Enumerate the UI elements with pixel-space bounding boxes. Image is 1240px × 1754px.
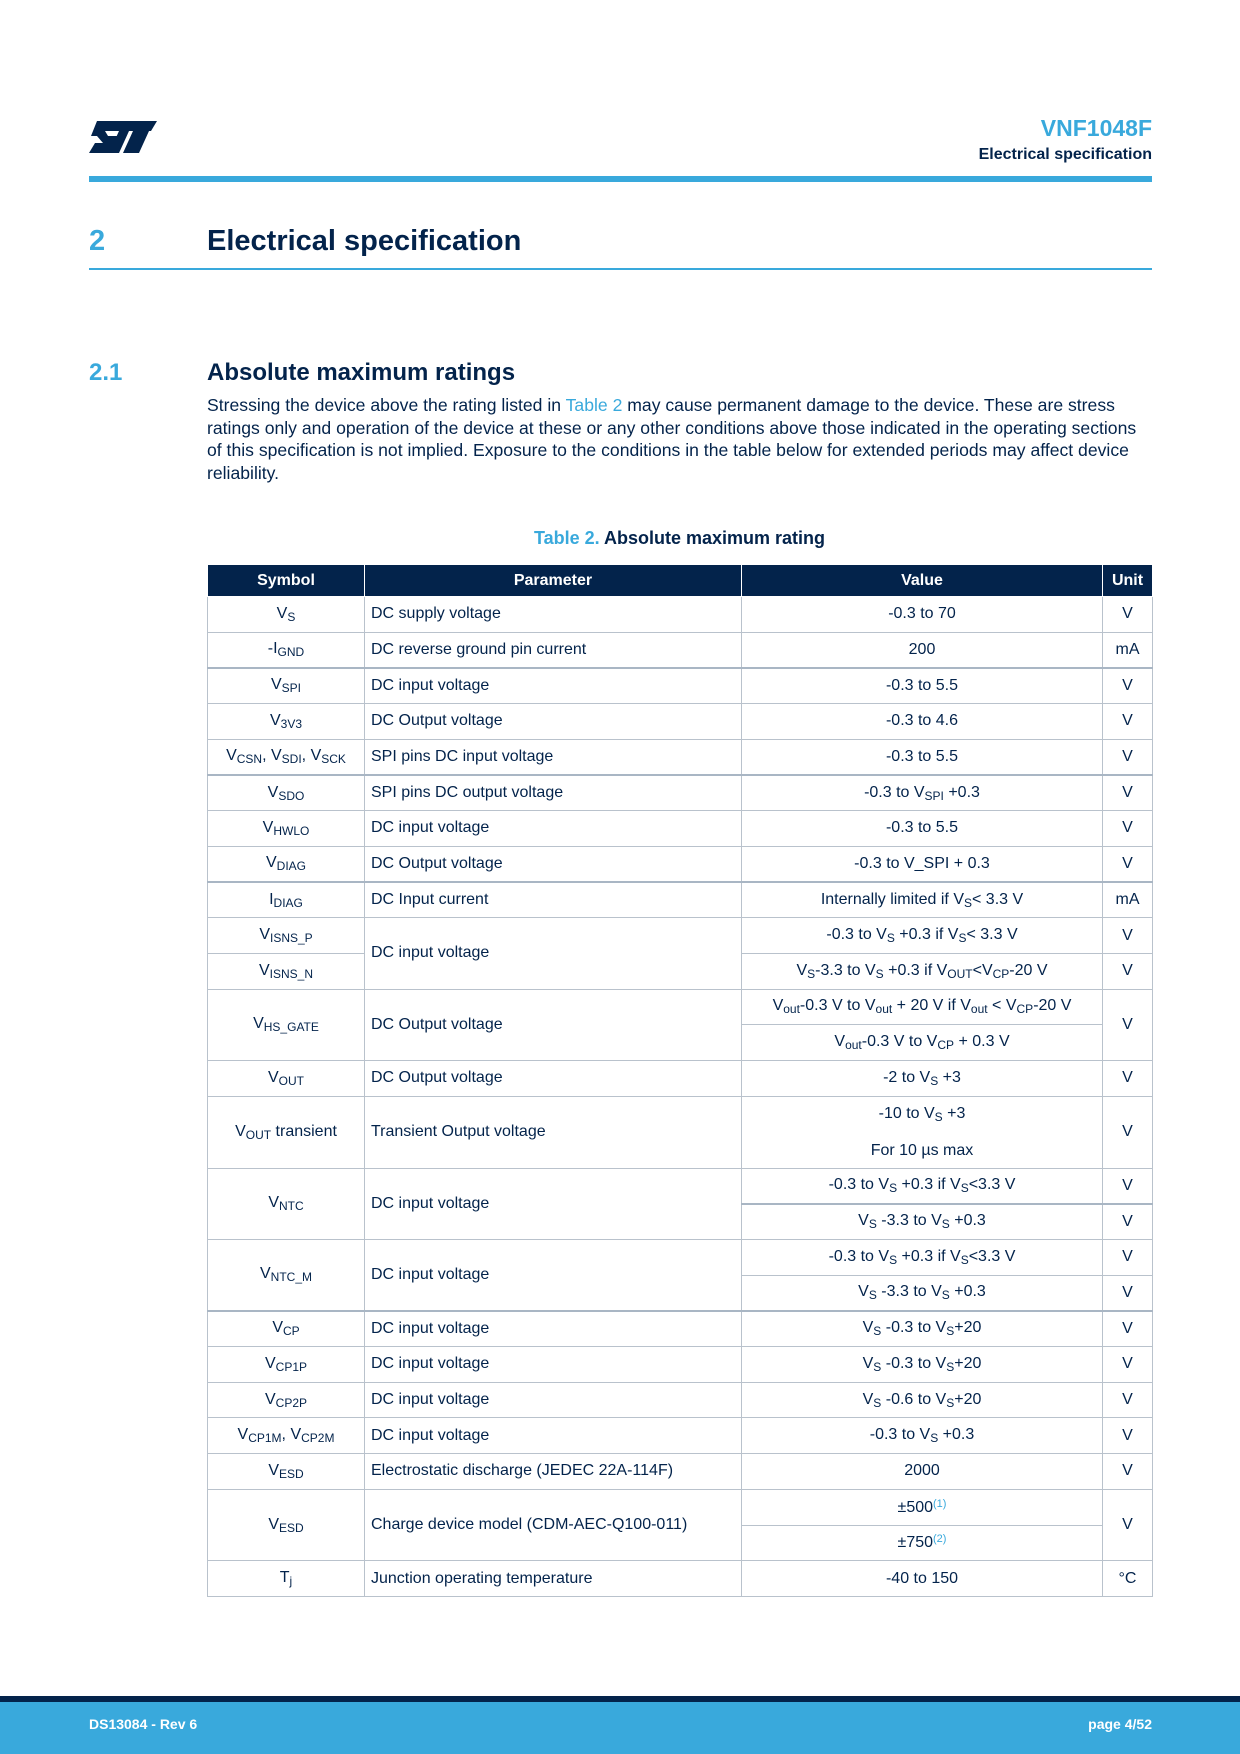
row-symbol: $V_{ESD}$: [208, 1454, 365, 1490]
row-unit: V: [1103, 1060, 1153, 1096]
row-value: -0.3 to $V_S +0.3$ if $V_S< 3.3$ V: [742, 918, 1103, 954]
table-row: [208, 1240, 1153, 1276]
table-row: [208, 704, 1153, 740]
row-symbol: $V_{CP}$: [208, 1311, 365, 1347]
row-symbol: $-I_{GND}$: [208, 632, 365, 668]
row-value: [742, 1096, 1103, 1168]
table-row: [208, 1311, 1153, 1347]
row-parameter: DC input voltage: [365, 1168, 742, 1239]
row-parameter: SPI pins DC input voltage: [365, 739, 742, 775]
page-footer: [0, 1696, 1240, 1754]
row-parameter: DC input voltage: [365, 1382, 742, 1418]
footer-page-number: page 4/52: [1088, 1716, 1152, 1732]
row-value: -0.3 to 70: [742, 597, 1103, 633]
table-header-row: [208, 565, 1153, 597]
row-value: $V_S$ -3.3 to $V_S +0.3$: [742, 1204, 1103, 1240]
row-value: ±750$^{(2)}$: [742, 1525, 1103, 1561]
row-value: Internally limited if $V_S< 3.3$ V: [742, 882, 1103, 918]
table-row: [208, 1168, 1153, 1204]
row-parameter: DC Input current: [365, 882, 742, 918]
table-caption: [207, 528, 1152, 549]
table-row: [208, 775, 1153, 811]
row-symbol: $V_S$: [208, 597, 365, 633]
row-symbol: $V_{ESD}$: [208, 1489, 365, 1560]
row-value: $V_S$ -3.3 to $V_S +0.3$: [742, 1275, 1103, 1311]
row-unit: V: [1103, 1418, 1153, 1454]
row-value: -0.3 to 4.6: [742, 704, 1103, 740]
table-2-link[interactable]: Table 2: [565, 395, 623, 415]
table-row: [208, 918, 1153, 954]
row-unit: V: [1103, 1454, 1153, 1490]
row-value: -0.3 to 5.5: [742, 811, 1103, 847]
row-unit: mA: [1103, 632, 1153, 668]
table-row: [208, 1347, 1153, 1383]
row-parameter: Electrostatic discharge (JEDEC 22A-114F): [365, 1454, 742, 1490]
value-line: For 10 µs max: [870, 1141, 974, 1159]
row-symbol: $V_{SPI}$: [208, 668, 365, 704]
row-symbol: $V_{3V3}$: [208, 704, 365, 740]
row-symbol: $V_{SDO}$: [208, 775, 365, 811]
header-parameter: Parameter: [365, 565, 742, 597]
row-value: -0.3 to $V_S +0.3$ if $V_S<3.3$ V: [742, 1168, 1103, 1204]
row-value: -0.3 to $V_S +0.3$: [742, 1418, 1103, 1454]
header-symbol: Symbol: [208, 565, 365, 597]
document-title: VNF1048F: [1040, 115, 1152, 141]
row-unit: V: [1103, 739, 1153, 775]
row-parameter: DC input voltage: [365, 668, 742, 704]
row-parameter: DC supply voltage: [365, 597, 742, 633]
row-value: -40 to 150: [742, 1561, 1103, 1597]
row-unit: V: [1103, 704, 1153, 740]
row-unit: V: [1103, 1347, 1153, 1383]
row-parameter: DC Output voltage: [365, 704, 742, 740]
table-row: [208, 668, 1153, 704]
row-symbol: $V_{OUT}$ transient: [208, 1096, 365, 1168]
row-symbol: $V_{DIAG}$: [208, 846, 365, 882]
row-parameter: DC input voltage: [365, 1347, 742, 1383]
row-value: -0.3 to 5.5: [742, 739, 1103, 775]
row-unit: V: [1103, 1204, 1153, 1240]
row-value: $V_S-3.3$ to $V_S +0.3$ if $V_{OUT}<V_{CP}-20$ V: [742, 953, 1103, 989]
row-symbol: $V_{NTC\_M}$: [208, 1240, 365, 1311]
row-parameter: DC Output voltage: [365, 846, 742, 882]
table-row: [208, 989, 1153, 1025]
row-value: -0.3 to 5.5: [742, 668, 1103, 704]
row-symbol: $V_{NTC}$: [208, 1168, 365, 1239]
header-unit: Unit: [1103, 565, 1153, 597]
table-caption-title: Absolute maximum rating: [604, 528, 826, 548]
row-value: $V_{out}-0.3$ V to $V_{out} + 20$ V if $V_{out} < V_{CP}-20$ V: [742, 989, 1103, 1025]
row-value: -0.3 to $V_{SPI} +0.3$: [742, 775, 1103, 811]
table-row: [208, 1454, 1153, 1490]
section-rule: [89, 268, 1152, 270]
table-row: [208, 846, 1153, 882]
table-row: [208, 632, 1153, 668]
row-symbol: $V_{ISNS\_P}$: [208, 918, 365, 954]
row-value: ±500$^{(1)}$: [742, 1489, 1103, 1525]
row-parameter: Transient Output voltage: [365, 1096, 742, 1168]
row-symbol: $V_{CP2P}$: [208, 1382, 365, 1418]
intro-text-pre: Stressing the device above the rating listed in: [207, 395, 566, 415]
row-unit: V: [1103, 1275, 1153, 1311]
table-row: [208, 1489, 1153, 1525]
section-number: 2: [89, 225, 106, 257]
row-parameter: Charge device model (CDM-AEC-Q100-011): [365, 1489, 742, 1560]
row-unit: V: [1103, 597, 1153, 633]
row-symbol: $T_j$: [208, 1561, 365, 1597]
table-row: [208, 811, 1153, 847]
table-row: [208, 597, 1153, 633]
row-unit: V: [1103, 668, 1153, 704]
row-unit: V: [1103, 775, 1153, 811]
header-rule: [89, 176, 1152, 182]
value-line: -10 to $V_S +3$: [878, 1104, 966, 1124]
row-value: -0.3 to $V_S +0.3$ if $V_S<3.3$ V: [742, 1240, 1103, 1276]
row-unit: V: [1103, 953, 1153, 989]
row-unit: V: [1103, 811, 1153, 847]
table-row: [208, 1418, 1153, 1454]
footer-doc-id: DS13084 - Rev 6: [89, 1716, 198, 1732]
row-symbol: $V_{CP1M}$, $V_{CP2M}$: [208, 1418, 365, 1454]
row-symbol: $V_{HWLO}$: [208, 811, 365, 847]
row-parameter: DC Output voltage: [365, 989, 742, 1060]
row-unit: V: [1103, 1489, 1153, 1560]
subsection-title: Absolute maximum ratings: [207, 359, 516, 386]
table-row: [208, 739, 1153, 775]
row-unit: V: [1103, 989, 1153, 1060]
intro-paragraph: [207, 394, 1152, 485]
row-parameter: DC input voltage: [365, 918, 742, 989]
row-symbol: $V_{HS\_GATE}$: [208, 989, 365, 1060]
row-unit: V: [1103, 846, 1153, 882]
row-parameter: DC input voltage: [365, 811, 742, 847]
row-value: 200: [742, 632, 1103, 668]
table-row: [208, 1382, 1153, 1418]
row-symbol: $V_{ISNS\_N}$: [208, 953, 365, 989]
subsection-number: 2.1: [89, 359, 123, 386]
row-symbol: $I_{DIAG}$: [208, 882, 365, 918]
row-value: $V_{out}-0.3$ V to $V_{CP} + 0.3$ V: [742, 1025, 1103, 1061]
header-value: Value: [742, 565, 1103, 597]
row-unit: V: [1103, 918, 1153, 954]
row-unit: V: [1103, 1382, 1153, 1418]
table-row: [208, 882, 1153, 918]
row-parameter: DC Output voltage: [365, 1060, 742, 1096]
table-row: [208, 1096, 1153, 1168]
row-unit: mA: [1103, 882, 1153, 918]
row-parameter: Junction operating temperature: [365, 1561, 742, 1597]
row-parameter: DC input voltage: [365, 1418, 742, 1454]
row-parameter: DC input voltage: [365, 1240, 742, 1311]
row-parameter: SPI pins DC output voltage: [365, 775, 742, 811]
row-unit: °C: [1103, 1561, 1153, 1597]
st-logo-icon: [89, 117, 159, 157]
absolute-maximum-rating-table: [207, 564, 1153, 1597]
table-row: [208, 1561, 1153, 1597]
row-symbol: $V_{CP1P}$: [208, 1347, 365, 1383]
row-parameter: DC reverse ground pin current: [365, 632, 742, 668]
table-caption-number: Table 2.: [533, 528, 600, 548]
table-row: [208, 1060, 1153, 1096]
section-title: Electrical specification: [207, 225, 522, 257]
row-value: 2000: [742, 1454, 1103, 1490]
row-value: $V_S$ -0.3 to $V_S+20$: [742, 1311, 1103, 1347]
row-symbol: $V_{OUT}$: [208, 1060, 365, 1096]
document-section: Electrical specification: [978, 146, 1152, 163]
row-unit: V: [1103, 1311, 1153, 1347]
row-value: $V_S$ -0.3 to $V_S+20$: [742, 1347, 1103, 1383]
row-unit: V: [1103, 1240, 1153, 1276]
row-value: -2 to $V_S +3$: [742, 1060, 1103, 1096]
row-parameter: DC input voltage: [365, 1311, 742, 1347]
row-symbol: $V_{CSN}$, $V_{SDI}$, $V_{SCK}$: [208, 739, 365, 775]
intro-text-post: may cause permanent damage to the device. These are stress ratings only and operation of the device at these or any other conditions above those indicated in the operating sections of this specification is not implied. Exposure to the conditions in the table below for extended periods may affect device reliability.: [207, 395, 1137, 484]
row-value: -0.3 to V_SPI + 0.3: [742, 846, 1103, 882]
row-unit: V: [1103, 1168, 1153, 1204]
row-unit: V: [1103, 1096, 1153, 1168]
row-value: $V_S$ -0.6 to $V_S+20$: [742, 1382, 1103, 1418]
